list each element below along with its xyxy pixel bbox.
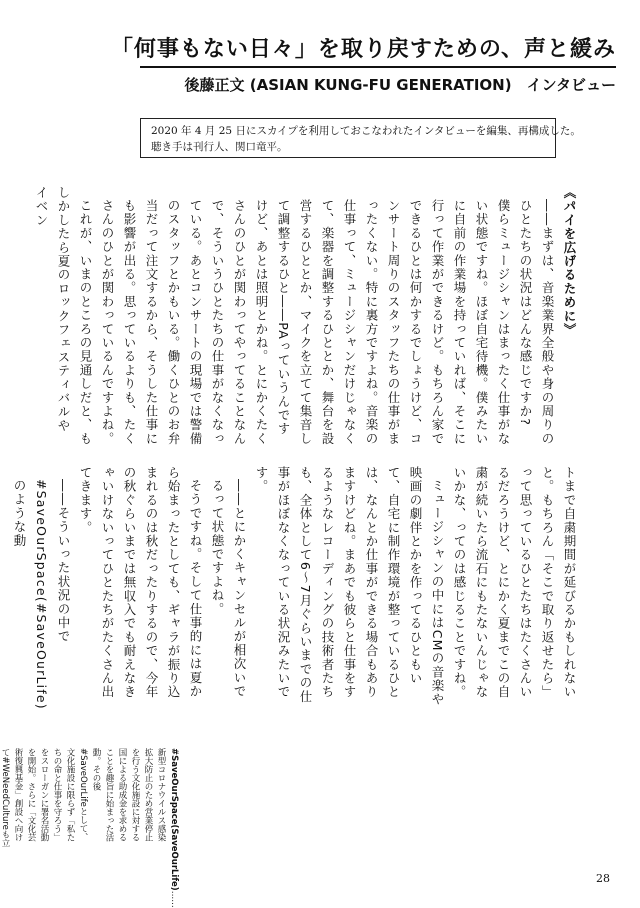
glossary-note [0, 748, 180, 908]
glossary-term: #SaveOurSpace(SaveOurLife) [169, 748, 179, 891]
upper-text-block [34, 186, 580, 446]
answer-1-continuation: トまで自粛期間が延びるかもしれないと。もちろん「そこで取り返せたら」って思っているひとたちはたくさんいるだろうけど、とにかく夏までこの自粛が続いたら流石にもたないんじゃないかな、ってのは感じることですね。 [452, 466, 577, 699]
section-heading: 《パイを広げるために》 [562, 186, 577, 337]
answer-1: 僕らミュージシャンはまったく仕事がない状態ですね。ほぼ自宅待機。僕みたいに自前の作業場を持っていれば、そこに行って作業ができるけど。もちろん家でできるひとは何かするでしょうけど、コンサート周りのスタッフたちの仕事がまったくない。特に裏方ですよね。音楽の仕事って、ミュージシャンだけじゃなくて、楽器を調整するひととか、舞台を設営するひととか、マイクを立てて集音して調整するひと――PAっていうんですけど、あとは照明とかね。とにかくたくさんのひとが関わってやってることなんで、そういうひとたちの仕事がなくなっている。あとコンサートの現場では警備のスタッフとかもいる。働くひとのお弁当だって注文するから、そうした仕事にも影響が出る。思っているよりも、たくさんのひとが関わっているんですよね。 [100, 198, 511, 446]
editorial-note [140, 118, 581, 158]
page-number: 28 [596, 872, 610, 885]
page-subtitle: 後藤正文 (ASIAN KUNG-FU GENERATION) インタビュー [184, 76, 616, 94]
question-1: ――まずは、音楽業界全般や身の周りのひとたちの状況はどんな感じですか? [518, 198, 555, 446]
note-line-1: 2020 年 4 月 25 日にスカイプを利用しておこなわれたインタビューを編集、再構成した。 [151, 125, 581, 137]
glossary-body: ……新型コロナウイルス感染拡大防止のため営業停止を行う文化施設に対する国による助成金を求めることを趣旨に始まった活動。その後#SaveOurLifeとして、文化施設に限らず「私たちの命と仕事を守ろう」をスローガンに署名活動を開始。さらに「文化芸術復興基金」創設へ向けて#WeNeedCultureも立 [0, 748, 179, 908]
page-title: 「何事もない日々」を取り戻すための、声と緩み [110, 37, 616, 62]
lower-text-block [12, 466, 580, 710]
question-2: ――とにかくキャンセルが相次いでるって状態ですよね。 [210, 478, 247, 698]
title-rule [140, 66, 616, 68]
answer-1-paragraph-2: ミュージシャンの中にはCMの音楽や映画の劇伴とかを作ってるひともいて、自宅に制作環境が整っているひとは、なんとか仕事ができる場合もありますけどね。まあでも彼らと仕事をするようなレコーディングの技術者たちも、全体として6〜7月ぐらいまでの仕事がほぼなくなっている状況みたいです。 [254, 466, 445, 706]
answer-1-continued: これが、いまのところの見通しだと、もしかしたら夏のロックフェスティバルやイベン [34, 186, 93, 446]
question-3: ――そういった状況の中で#SaveOurSpace(#SaveOurLife)のような動 [12, 478, 71, 710]
answer-2: そうですね。そして仕事的には夏から始まったとしても、ギャラが振り込まれるのは秋だったりするので、今年の秋ぐらいまでは無収入でも耐えなきゃいけないってひとたちがたくさん出てきます。 [78, 466, 203, 699]
note-line-2: 聴き手は刊行人、関口竜平。 [151, 141, 288, 153]
